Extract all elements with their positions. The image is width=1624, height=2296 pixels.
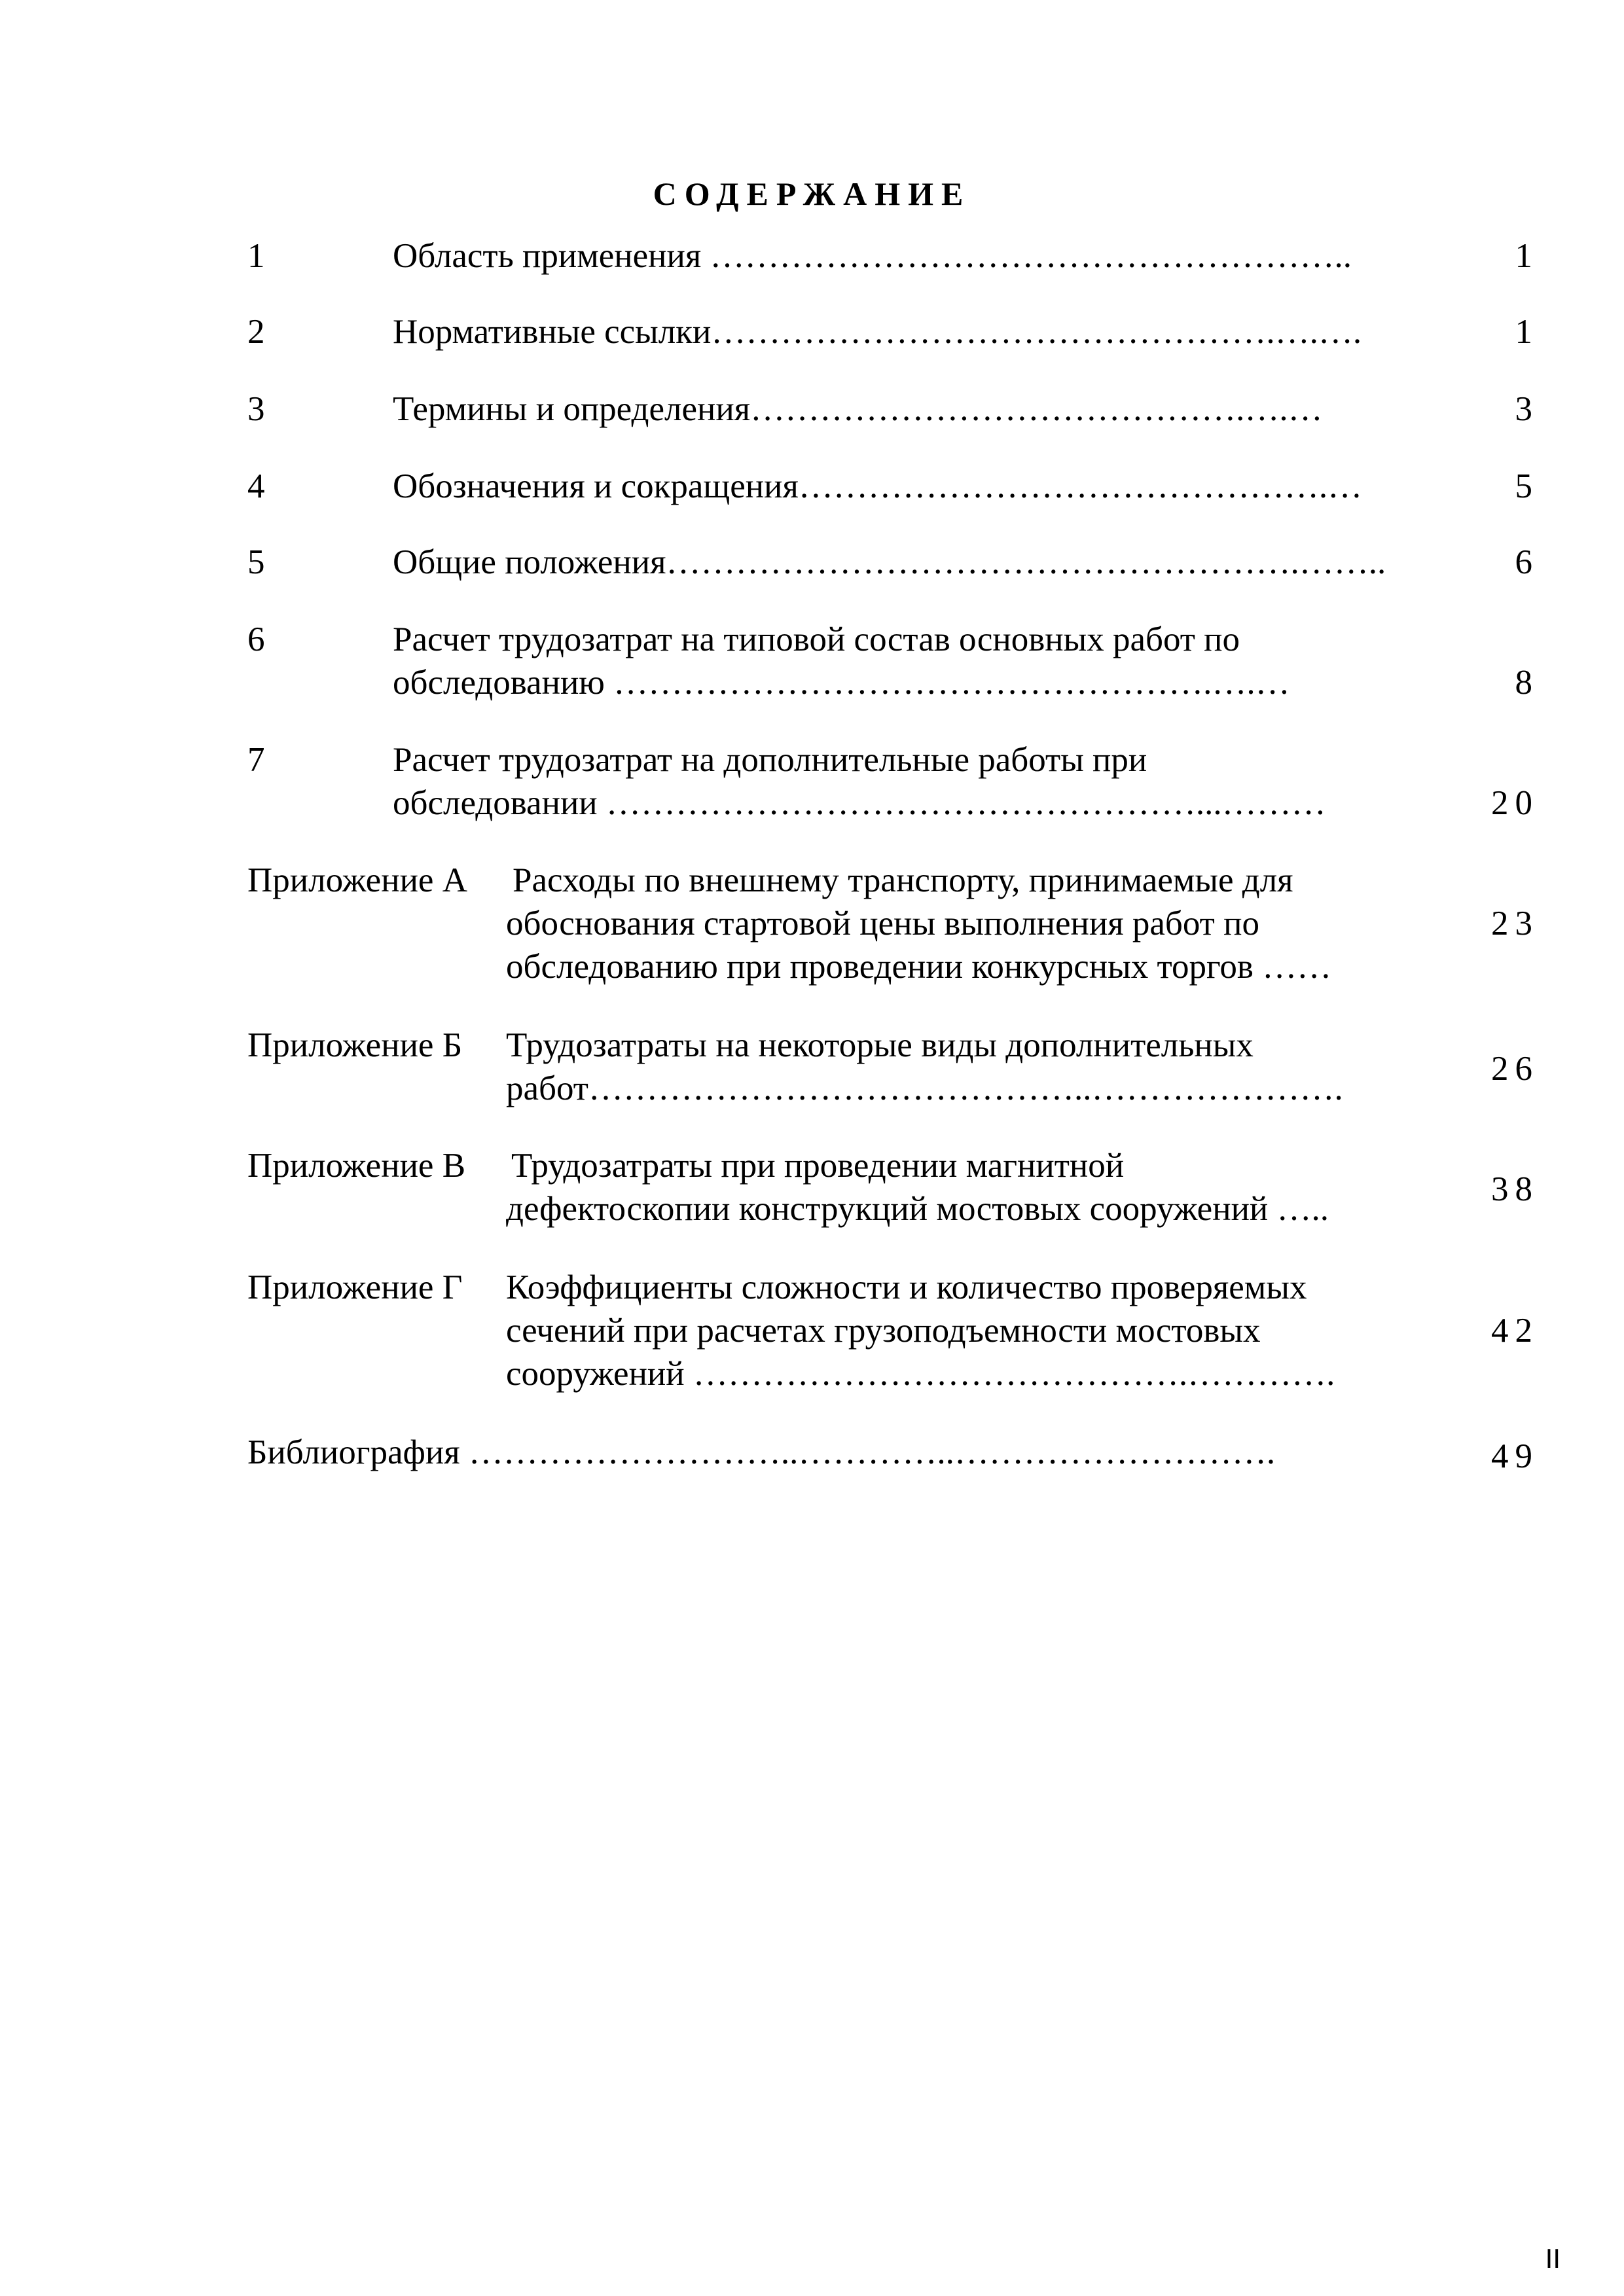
toc-page-number: 1 bbox=[1515, 313, 1532, 351]
appendix-label: Приложение А bbox=[247, 861, 467, 899]
toc-entry-title: Библиография ………………………..…………..………………………. bbox=[247, 1433, 1276, 1471]
toc-page-number: 1 bbox=[1515, 237, 1532, 275]
toc-entry-title: Обозначения и сокращения……………………………………….… bbox=[393, 467, 1363, 505]
toc-entry-title: Трудозатраты при проведении магнитной bbox=[511, 1147, 1125, 1185]
appendix-label: Приложение В bbox=[247, 1147, 466, 1185]
toc-entry-number: 6 bbox=[247, 620, 265, 658]
toc-page-number: 26 bbox=[1491, 1050, 1539, 1088]
toc-entry-title-continued: сооружений …………………………………….…………. bbox=[506, 1355, 1335, 1393]
toc-page-number: 3 bbox=[1515, 390, 1532, 428]
toc-entry-number: 4 bbox=[247, 467, 265, 505]
toc-entry-title-continued: дефектоскопии конструкций мостовых сооружений ….. bbox=[506, 1190, 1329, 1228]
toc-entry-title: Расходы по внешнему транспорту, принимаемые для bbox=[513, 861, 1293, 899]
toc-entry-title: Коэффициенты сложности и количество проверяемых bbox=[506, 1268, 1307, 1306]
toc-page-number: 8 bbox=[1515, 664, 1532, 702]
toc-entry-title-continued: обследованию при проведении конкурсных торгов …… bbox=[506, 948, 1332, 986]
toc-entry-number: 3 bbox=[247, 390, 265, 428]
toc-page-number: 20 bbox=[1491, 784, 1539, 822]
toc-page-number: 6 bbox=[1515, 543, 1532, 581]
toc-entry-number: 7 bbox=[247, 741, 265, 779]
appendix-label: Приложение Б bbox=[247, 1026, 463, 1064]
toc-entry-number: 2 bbox=[247, 313, 265, 351]
toc-page-number: 42 bbox=[1491, 1312, 1539, 1350]
toc-entry-title: Расчет трудозатрат на дополнительные работы при bbox=[393, 741, 1147, 779]
appendix-label: Приложение Г bbox=[247, 1268, 463, 1306]
toc-page-number: 49 bbox=[1491, 1437, 1539, 1475]
toc-entry-title: Нормативные ссылки………………………………………….….…. bbox=[393, 313, 1362, 351]
toc-page-number: 23 bbox=[1491, 905, 1539, 942]
toc-entry-title-continued: работ……………………………………..…………………. bbox=[506, 1069, 1343, 1107]
toc-entry-title-continued: обследовании ……………………………………………...……… bbox=[393, 784, 1326, 822]
toc-entry-title: Расчет трудозатрат на типовой состав основных работ по bbox=[393, 620, 1240, 658]
toc-entry-number: 1 bbox=[247, 237, 265, 275]
toc-entry-title: Область применения ……………………………………………….. bbox=[393, 237, 1352, 275]
toc-page-number: 5 bbox=[1515, 467, 1532, 505]
toc-entry-title-continued: сечений при расчетах грузоподъемности мостовых bbox=[506, 1312, 1261, 1350]
toc-entry-title: Трудозатраты на некоторые виды дополнительных bbox=[506, 1026, 1254, 1064]
toc-entry-title: Общие положения……………………………………………….…….. bbox=[393, 543, 1386, 581]
toc-entry-title-continued: обследованию …………………………………………….….… bbox=[393, 664, 1290, 702]
toc-entry-title: Термины и определения…………………………………….….… bbox=[393, 390, 1323, 428]
toc-entry-number: 5 bbox=[247, 543, 265, 581]
toc-page-number: 38 bbox=[1491, 1170, 1539, 1208]
page-folio: II bbox=[1545, 2243, 1561, 2274]
page-title: СОДЕРЖАНИЕ bbox=[653, 175, 971, 212]
toc-entry-title-continued: обоснования стартовой цены выполнения работ по bbox=[506, 905, 1259, 942]
